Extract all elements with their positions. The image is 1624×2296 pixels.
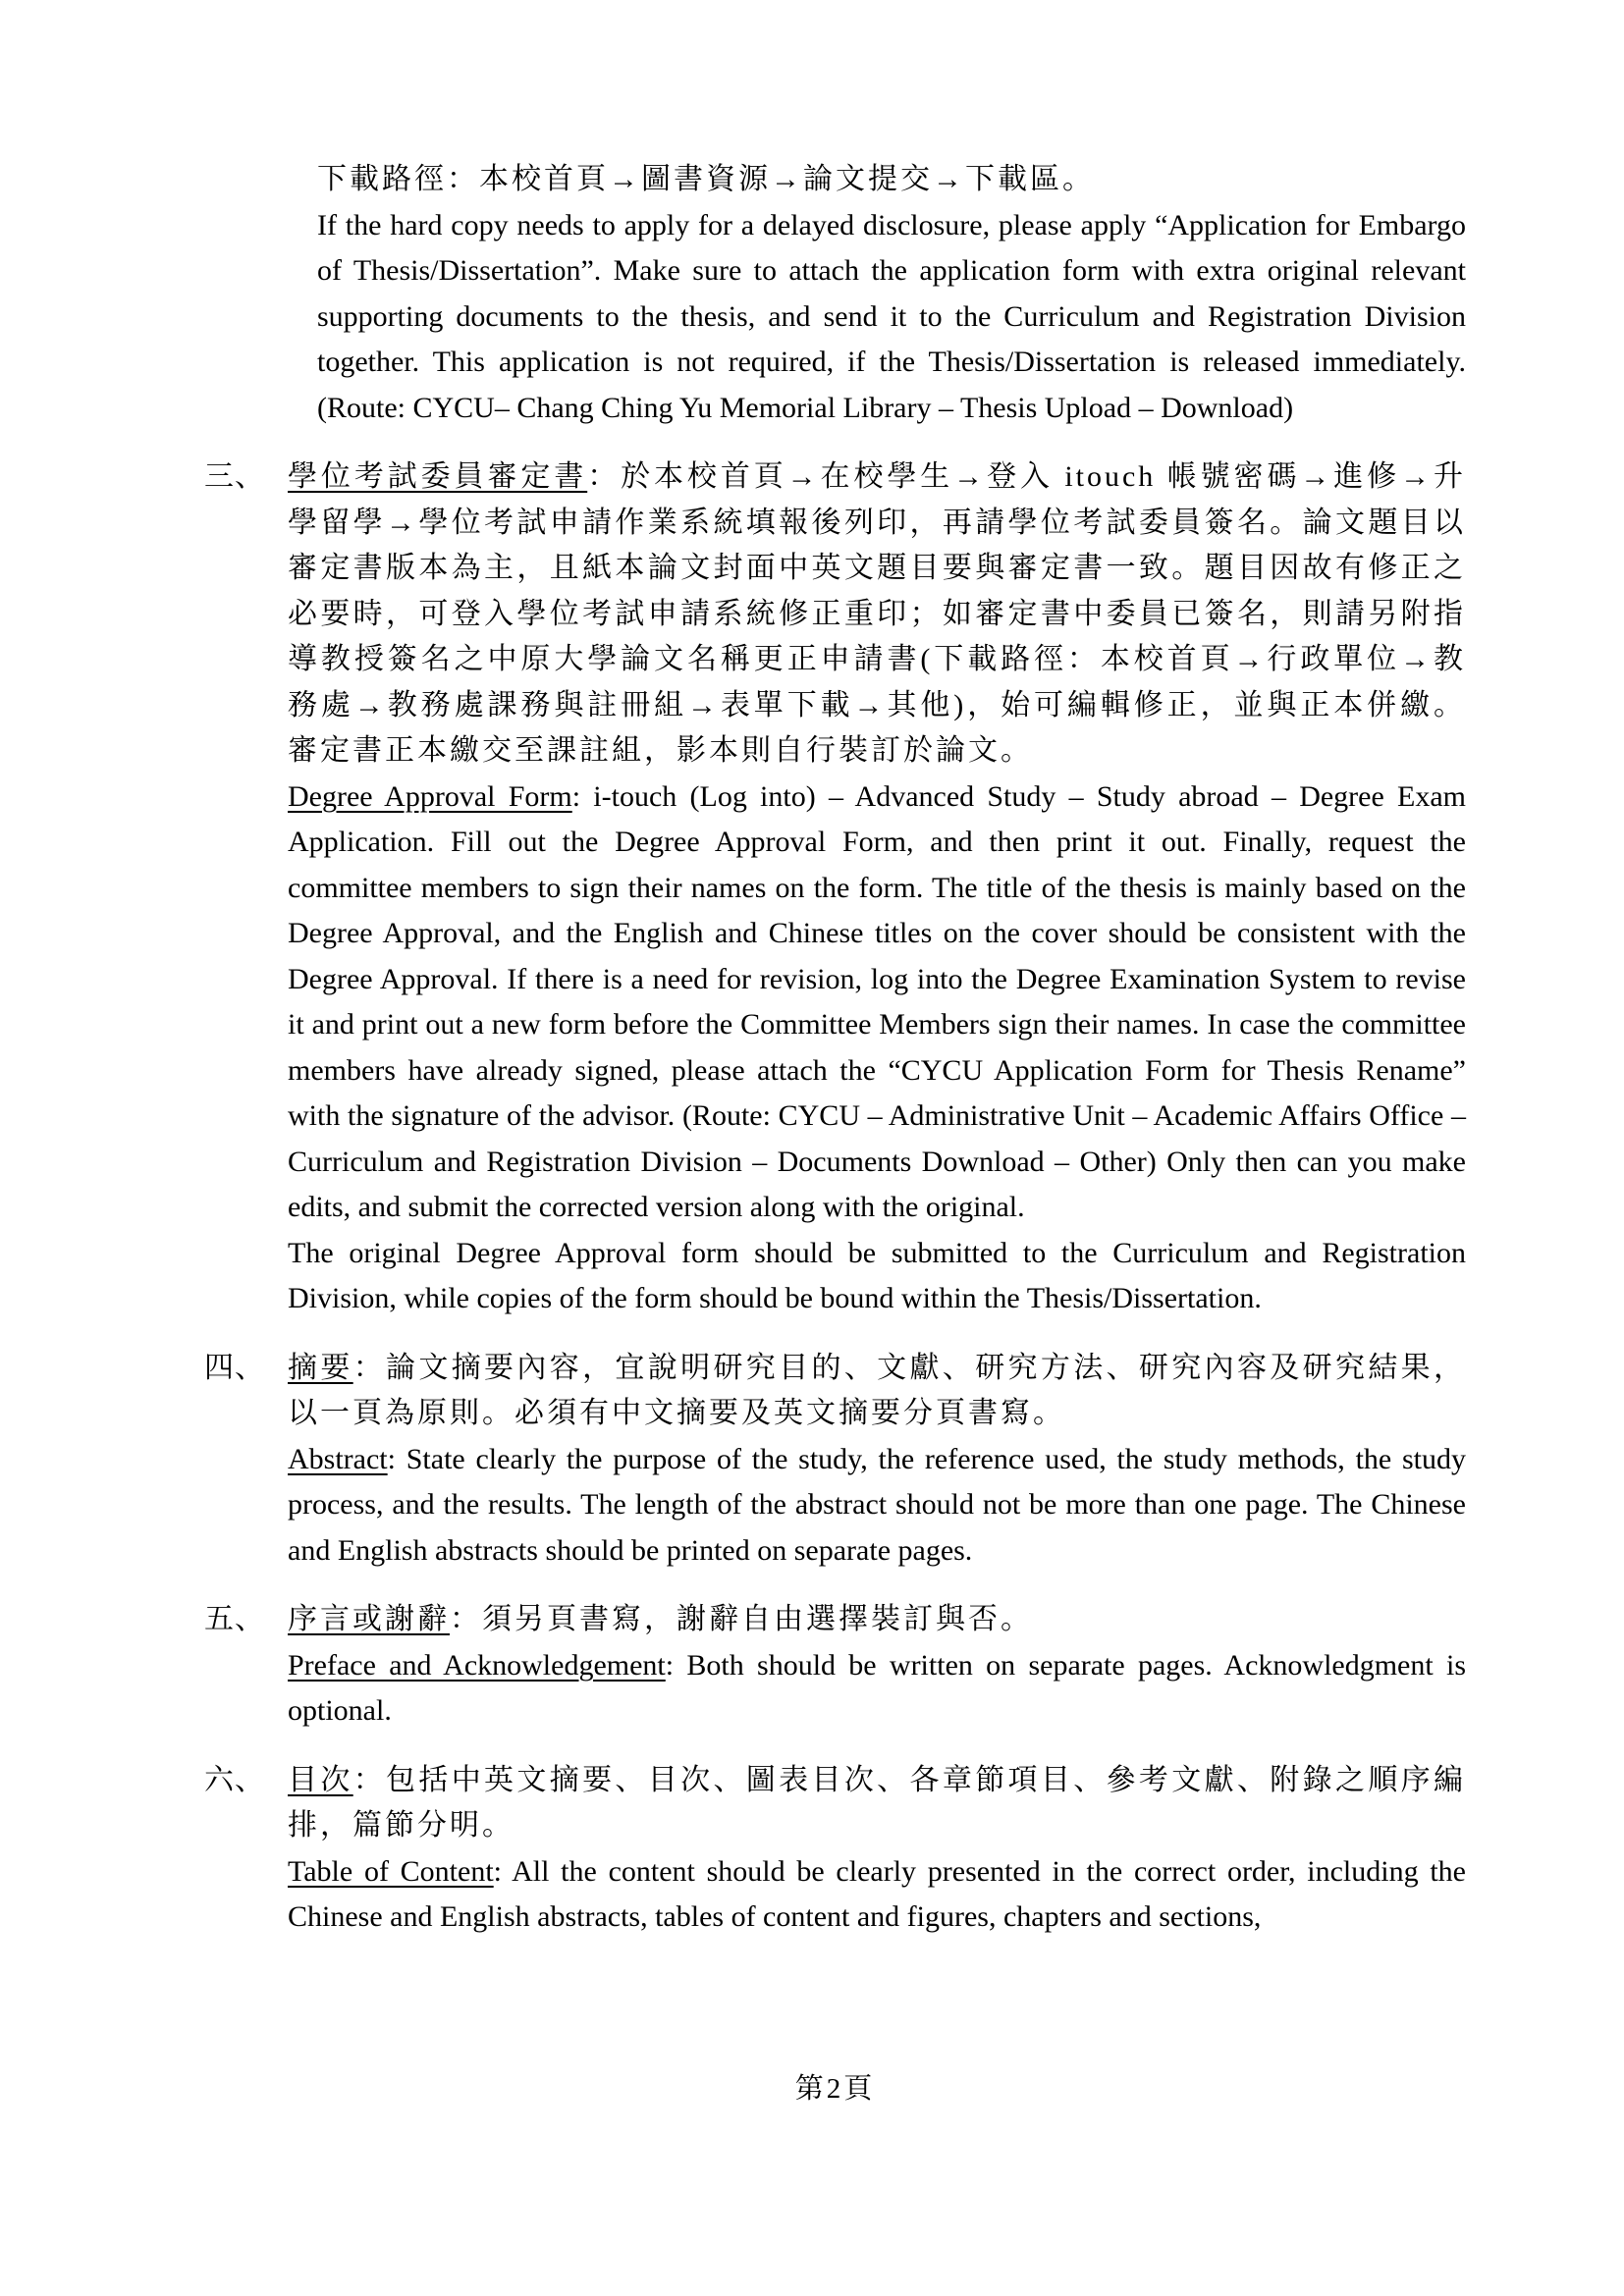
section-number: 五、 xyxy=(204,1603,265,1635)
section-zh-heading: 目次 xyxy=(288,1763,353,1796)
section-number: 四、 xyxy=(204,1351,265,1384)
section-zh-heading: 學位考試委員審定書 xyxy=(288,460,588,493)
download-route-line: 下載路徑：本校首頁→圖書資源→論文提交→下載區。 xyxy=(317,163,1095,195)
section-zh-paragraph xyxy=(288,1346,1466,1437)
section-en-text: : State clearly the purpose of the study, the reference used, the study methods, the study process, and the results. The length of the abstract should not be more than one page. The Chinese and English abstracts should be printed on separate pages. xyxy=(288,1442,1466,1567)
section-body xyxy=(288,1597,1466,1735)
section-number: 三、 xyxy=(204,460,265,493)
section-zh-paragraph xyxy=(288,1597,1466,1643)
section-zh-paragraph xyxy=(288,1758,1466,1849)
section-en-paragraph xyxy=(288,1849,1466,1941)
section-en-heading: Degree Approval Form xyxy=(288,779,572,813)
section-en-text: : i-touch (Log into) – Advanced Study – Study abroad – Degree Exam Application. Fill out the Degree Approval Form, and then print it out. Finally, request the committee members to sign their names on the form. The title of the thesis is mainly based on the Degree Approval, and the English and Chinese titles on the cover should be consistent with the Degree Approval. If there is a need for revision, log into the Degree Examination System to revise it and print out a new form before the Committee Members sign their names. In case the committee members have already signed, please attach the “CYCU Application Form for Thesis Rename” with the signature of the advisor. (Route: CYCU – Administrative Unit – Academic Affairs Office – Curriculum and Registration Division – Documents Download – Other) Only then can you make edits, and submit the corrected version along with the original. xyxy=(288,779,1466,1223)
section-zh-text: ：論文摘要內容，宜說明研究目的、文獻、研究方法、研究內容及研究結果，以一頁為原則。必須有中文摘要及英文摘要分頁書寫。 xyxy=(288,1351,1467,1429)
section-en-text: : All the content should be clearly presented in the correct order, including the Chinese and English abstracts, tables of content and figures, chapters and sections, xyxy=(288,1854,1466,1933)
intro-continuation-block xyxy=(317,157,1466,431)
section-en-paragraph xyxy=(288,1643,1466,1735)
section-en-paragraph xyxy=(288,1437,1466,1575)
section-5-preface xyxy=(204,1597,1466,1735)
section-en-heading: Abstract xyxy=(288,1442,388,1475)
section-zh-text: ：於本校首頁→在校學生→登入 itouch 帳號密碼→進修→升學留學→學位考試申請作業系統填報後列印，再請學位考試委員簽名。論文題目以審定書版本為主，且紙本論文封面中英文題目要與審定書一致。題目因故有修正之必要時，可登入學位考試申請系統修正重印；如審定書中委員已簽名，則請另附指導教授簽名之中原大學論文名稱更正申請書(下載路徑：本校首頁→行政單位→教務處→教務處課務與註冊組→表單下載→其他)，始可編輯修正，並與正本併繳。審定書正本繳交至課註組，影本則自行裝訂於論文。 xyxy=(288,460,1466,767)
section-en-heading: Table of Content xyxy=(288,1854,494,1888)
section-3-degree-approval xyxy=(204,454,1466,1322)
section-zh-heading: 摘要 xyxy=(288,1351,353,1384)
document-content xyxy=(204,157,1466,1941)
section-body xyxy=(288,1346,1466,1575)
page-number: 第2頁 xyxy=(794,2073,876,2105)
section-zh-text: ：須另頁書寫，謝辭自由選擇裝訂與否。 xyxy=(450,1603,1033,1635)
degree-approval-submission-paragraph: The original Degree Approval form should be submitted to the Curriculum and Registration Division, while copies of the form should be bound within the Thesis/Dissertation. xyxy=(288,1236,1466,1314)
section-number: 六、 xyxy=(204,1763,265,1796)
section-body xyxy=(288,454,1466,1322)
section-body xyxy=(288,1758,1466,1941)
section-4-abstract xyxy=(204,1346,1466,1575)
section-zh-text: ：包括中英文摘要、目次、圖表目次、各章節項目、參考文獻、附錄之順序編排，篇節分明。 xyxy=(288,1763,1467,1842)
section-zh-heading: 序言或謝辭 xyxy=(288,1603,450,1635)
section-6-table-of-content xyxy=(204,1758,1466,1941)
embargo-application-paragraph: If the hard copy needs to apply for a delayed disclosure, please apply “Application for Embargo of Thesis/Dissertation”. Make sure to attach the application form with extra original relevant supporting documents to the thesis, and send it to the Curriculum and Registration Division together. This application is not required, if the Thesis/Dissertation is released immediately. (Route: CYCU– Chang Ching Yu Memorial Library – Thesis Upload – Download) xyxy=(317,208,1466,424)
section-zh-paragraph xyxy=(288,454,1466,774)
section-en-paragraph xyxy=(288,774,1466,1231)
section-en-text: : Both should be written on separate pages. Acknowledgment is optional. xyxy=(288,1648,1467,1727)
section-en-heading: Preface and Acknowledgement xyxy=(288,1648,666,1682)
